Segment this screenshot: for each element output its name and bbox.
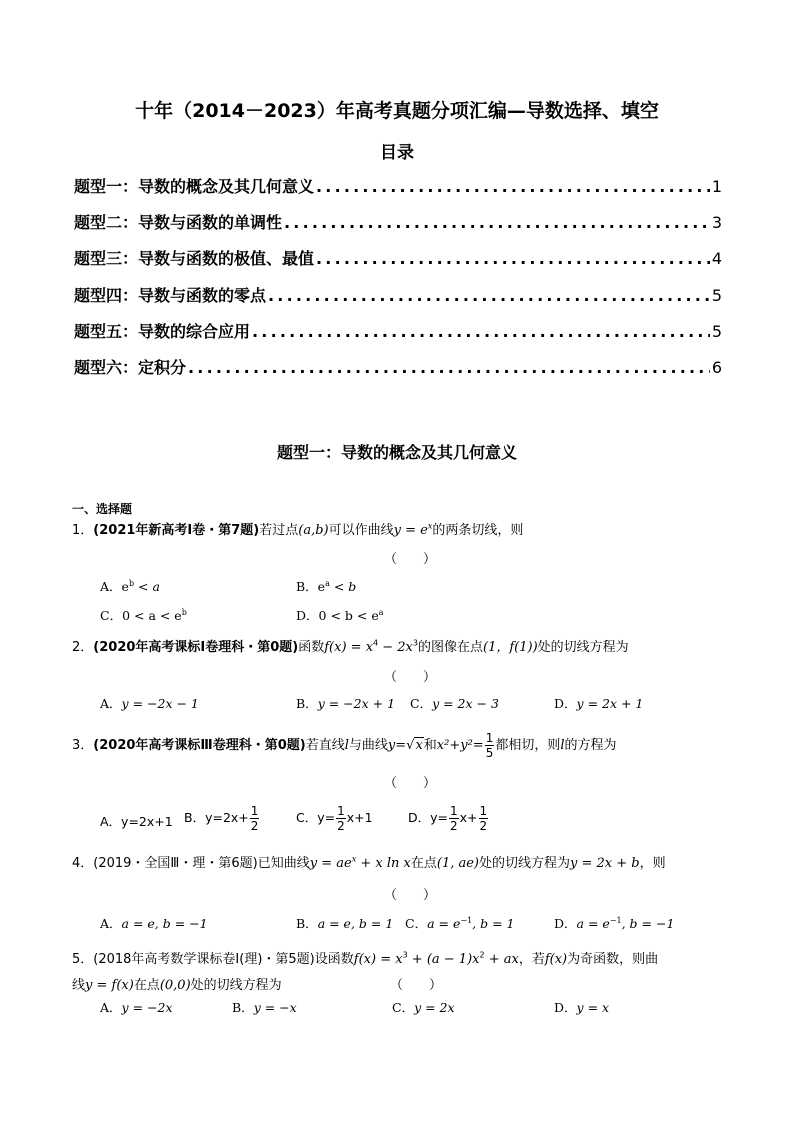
toc-entry-page: 1 bbox=[711, 177, 722, 196]
toc-leader-dots bbox=[268, 286, 710, 305]
answer-blank: （ ） bbox=[384, 552, 437, 567]
toc-entry[interactable] bbox=[74, 355, 722, 391]
q5-option-d[interactable]: D．y = x bbox=[554, 1000, 610, 1015]
subsection-heading: 一、选择题 bbox=[72, 502, 133, 516]
fraction: $\frac{1}{5}$ bbox=[485, 731, 494, 760]
table-of-contents bbox=[74, 174, 722, 391]
answer-blank: （ ） bbox=[384, 776, 437, 791]
q1-option-c[interactable]: C．$0 < a < e^b$ bbox=[100, 607, 187, 623]
q2-option-b[interactable]: B．y = −2x + 1 bbox=[296, 696, 396, 711]
q1-option-a[interactable]: A．$e^b < a$ bbox=[100, 578, 160, 594]
toc-entry[interactable] bbox=[74, 283, 722, 319]
q4-option-d[interactable]: D．$a = e^{-1}$, b = −1 bbox=[554, 915, 675, 931]
toc-heading: 目录 bbox=[380, 143, 414, 163]
q4-option-c[interactable]: C．$a = e^{-1}$, b = 1 bbox=[405, 915, 515, 931]
toc-leader-dots bbox=[316, 249, 710, 268]
document-title: 十年（2014－2023）年高考真题分项汇编—导数选择、填空 bbox=[135, 100, 659, 122]
q2-option-c[interactable]: C．y = 2x − 3 bbox=[410, 696, 499, 711]
q3-option-a[interactable]: A．y=2x+1 bbox=[100, 814, 173, 829]
answer-blank: （ ） bbox=[390, 978, 443, 993]
toc-entry[interactable] bbox=[74, 174, 722, 210]
answer-blank: （ ） bbox=[384, 888, 437, 903]
toc-leader-dots bbox=[188, 358, 710, 377]
toc-entry-page: 4 bbox=[711, 249, 722, 269]
toc-entry[interactable] bbox=[74, 246, 722, 282]
q2-option-d[interactable]: D．y = 2x + 1 bbox=[554, 696, 644, 711]
question-5-stem-line-2: 线y = f(x)在点(0,0)处的切线方程为 bbox=[72, 978, 282, 993]
section-heading: 题型一：导数的概念及其几何意义 bbox=[276, 443, 517, 462]
q2-option-a[interactable]: A．y = −2x − 1 bbox=[100, 696, 199, 711]
question-4-stem: 4．(2019・全国Ⅲ・理・第6题)已知曲线$y = ae^x + x$ ln x在点(1, ae)处的切线方程为y = 2x + b，则 bbox=[72, 854, 666, 871]
toc-entry-label: 题型一：导数的概念及其几何意义 bbox=[74, 177, 315, 196]
fraction: $\frac{1}{2}$ bbox=[337, 804, 345, 833]
q3-option-c[interactable]: C．y= $\frac{1}{2}$ x+1 bbox=[296, 804, 373, 833]
toc-entry-label: 题型三：导数与函数的极值、最值 bbox=[74, 249, 315, 269]
q3-option-d[interactable]: D．y= $\frac{1}{2}$ x+ $\frac{1}{2}$ bbox=[408, 804, 488, 833]
toc-entry[interactable] bbox=[74, 210, 722, 246]
q5-option-c[interactable]: C．y = 2x bbox=[392, 1000, 455, 1015]
toc-entry-label: 题型六：定积分 bbox=[74, 357, 187, 377]
question-5-stem: 5．(2018年高考数学课标卷Ⅰ(理)・第5题)设函数$f(x) = x^3 + (a - 1)x^2$ + ax，若f(x)为奇函数，则曲 bbox=[72, 950, 659, 967]
q1-option-d[interactable]: D．$0 < b < e^a$ bbox=[296, 607, 384, 623]
toc-entry-page: 6 bbox=[711, 357, 722, 377]
toc-leader-dots bbox=[252, 322, 710, 341]
q3-option-b[interactable]: B．y=2x+ $\frac{1}{2}$ bbox=[184, 804, 259, 833]
fraction: $\frac{1}{2}$ bbox=[450, 804, 458, 833]
fraction: $\frac{1}{2}$ bbox=[250, 804, 259, 833]
toc-entry-page: 5 bbox=[711, 321, 722, 341]
toc-leader-dots bbox=[316, 177, 710, 196]
toc-entry-label: 题型五：导数的综合应用 bbox=[74, 321, 251, 341]
q5-option-a[interactable]: A．y = −2x bbox=[100, 1000, 173, 1015]
q1-option-b[interactable]: B．$e^a < b$ bbox=[296, 578, 357, 594]
toc-entry-label: 题型二：导数与函数的单调性 bbox=[74, 213, 283, 233]
toc-leader-dots bbox=[284, 213, 710, 232]
answer-blank: （ ） bbox=[384, 670, 437, 685]
question-2-stem: 2．(2020年高考课标Ⅰ卷理科・第0题)函数$f(x) = x^4 - 2x^3$的图像在点(1，f(1))处的切线方程为 bbox=[72, 638, 629, 655]
toc-entry-page: 3 bbox=[711, 213, 722, 233]
toc-entry-page: 5 bbox=[711, 285, 722, 305]
question-1-stem: 1．(2021年新高考Ⅰ卷・第7题)若过点(a,b)可以作曲线$y = e^x$的两条切线，则 bbox=[72, 521, 524, 538]
q4-option-b[interactable]: B．a = e, b = 1 bbox=[296, 916, 394, 931]
q4-option-a[interactable]: A．a = e, b = −1 bbox=[100, 916, 208, 931]
toc-entry[interactable] bbox=[74, 319, 722, 355]
toc-entry-label: 题型四：导数与函数的零点 bbox=[74, 285, 267, 305]
question-3-stem: 3．(2020年高考课标Ⅲ卷理科・第0题)若直线l与曲线y=√x和x²+y²= $\frac{1}{5}$ 都相切，则l的方程为 bbox=[72, 731, 617, 760]
fraction: $\frac{1}{2}$ bbox=[479, 804, 488, 833]
q5-option-b[interactable]: B．y = −x bbox=[232, 1000, 297, 1015]
